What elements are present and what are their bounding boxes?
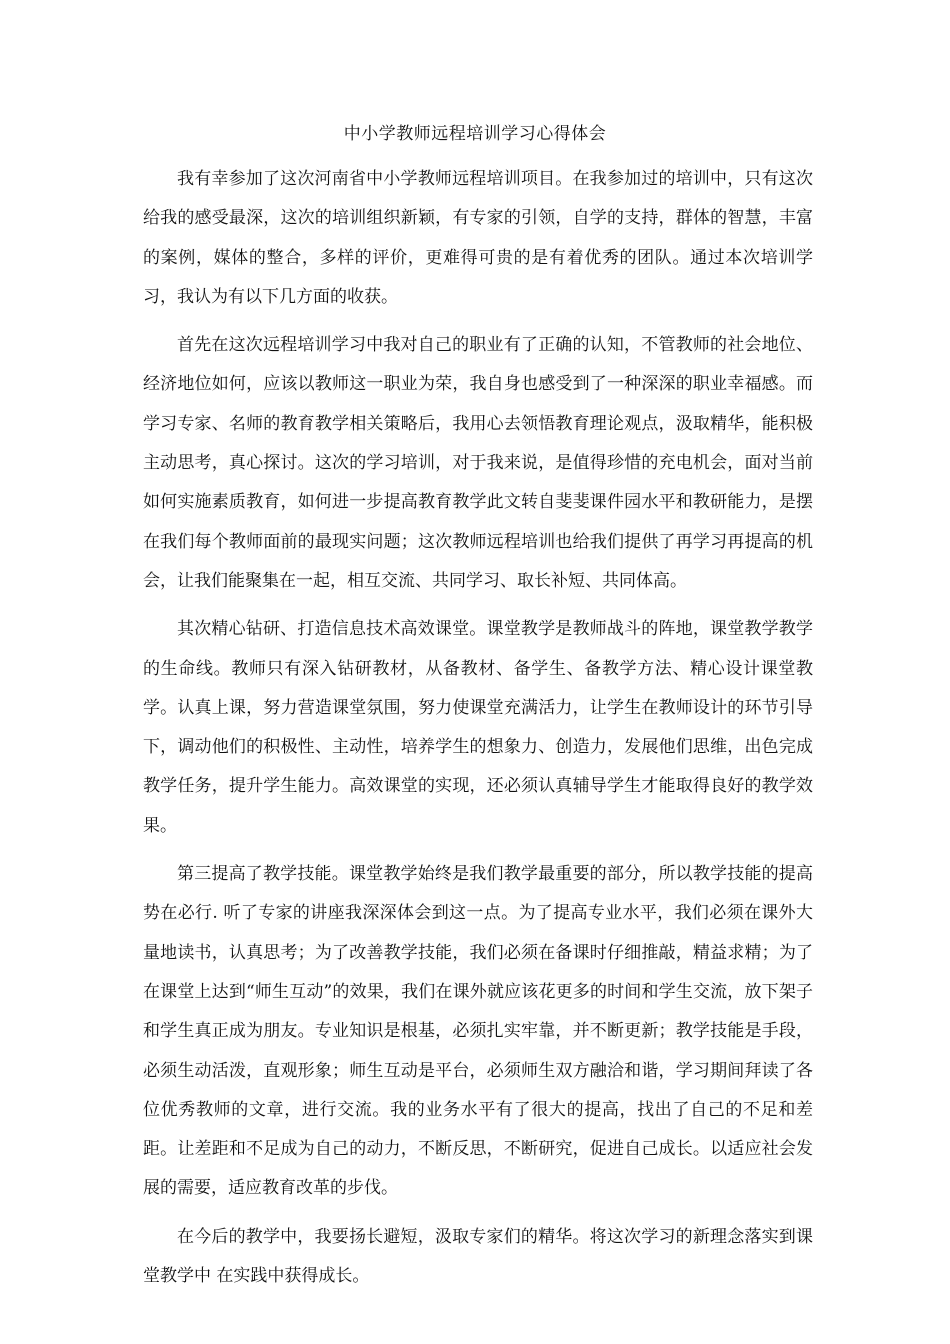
paragraph-5: 在今后的教学中，我要扬长避短，汲取专家们的精华。将这次学习的新理念落实到课堂教学中 在实践中获得成长。 [143,1226,813,1287]
paragraph-1: 我有幸参加了这次河南省中小学教师远程培训项目。在我参加过的培训中，只有这次给我的感受最深，这次的培训组织新颖，有专家的引领，自学的支持，群体的智慧，丰富的案例，媒体的整合，多样的评价，更难得可贵的是有着优秀的团队。通过本次培训学习，我认为有以下几方面的收获。 [143,169,813,307]
paragraph-3: 其次精心钻研、打造信息技术高效课堂。课堂教学是教师战斗的阵地，课堂教学教学的生命线。教师只有深入钻研教材，从备教材、备学生、备教学方法、精心设计课堂教学。认真上课，努力营造课堂氛围，努力使课堂充满活力，让学生在教师设计的环节引导下，调动他们的积极性、主动性，培养学生的想象力、创造力，发展他们思维，出色完成教学任务，提升学生能力。高效课堂的实现，还必须认真辅导学生才能取得良好的教学效果。 [143,619,813,836]
document-body [143,160,813,1305]
document-title: 中小学教师远程培训学习心得体会 [343,124,607,144]
paragraph-4: 第三提高了教学技能。课堂教学始终是我们教学最重要的部分，所以教学技能的提高势在必行. 听了专家的讲座我深深体会到这一点。为了提高专业水平，我们必须在课外大量地读书，认真思考；为了改善教学技能，我们必须在备课时仔细推敲，精益求精；为了在课堂上达到“师生互动”的效果，我们在课外就应该花更多的时间和学生交流，放下架子和学生真正成为朋友。专业知识是根基，必须扎实牢靠，并不断更新；教学技能是手段，必须生动活泼，直观形象；师生互动是平台，必须师生双方融洽和谐，学习期间拜读了各位优秀教师的文章，进行交流。我的业务水平有了很大的提高，找出了自己的不足和差距。让差距和不足成为自己的动力，不断反思，不断研究，促进自己成长。以适应社会发展的需要，适应教育改革的步伐。 [143,864,813,1199]
paragraph-2: 首先在这次远程培训学习中我对自己的职业有了正确的认知，不管教师的社会地位、经济地位如何，应该以教师这一职业为荣，我自身也感受到了一种深深的职业幸福感。而学习专家、名师的教育教学相关策略后，我用心去领悟教育理论观点，汲取精华，能积极主动思考，真心探讨。这次的学习培训，对于我来说，是值得珍惜的充电机会，面对当前如何实施素质教育，如何进一步提高教育教学此文转自斐斐课件园水平和教研能力，是摆在我们每个教师面前的最现实问题；这次教师远程培训也给我们提供了再学习再提高的机会，让我们能聚集在一起，相互交流、共同学习、取长补短、共同体高。 [143,335,813,591]
